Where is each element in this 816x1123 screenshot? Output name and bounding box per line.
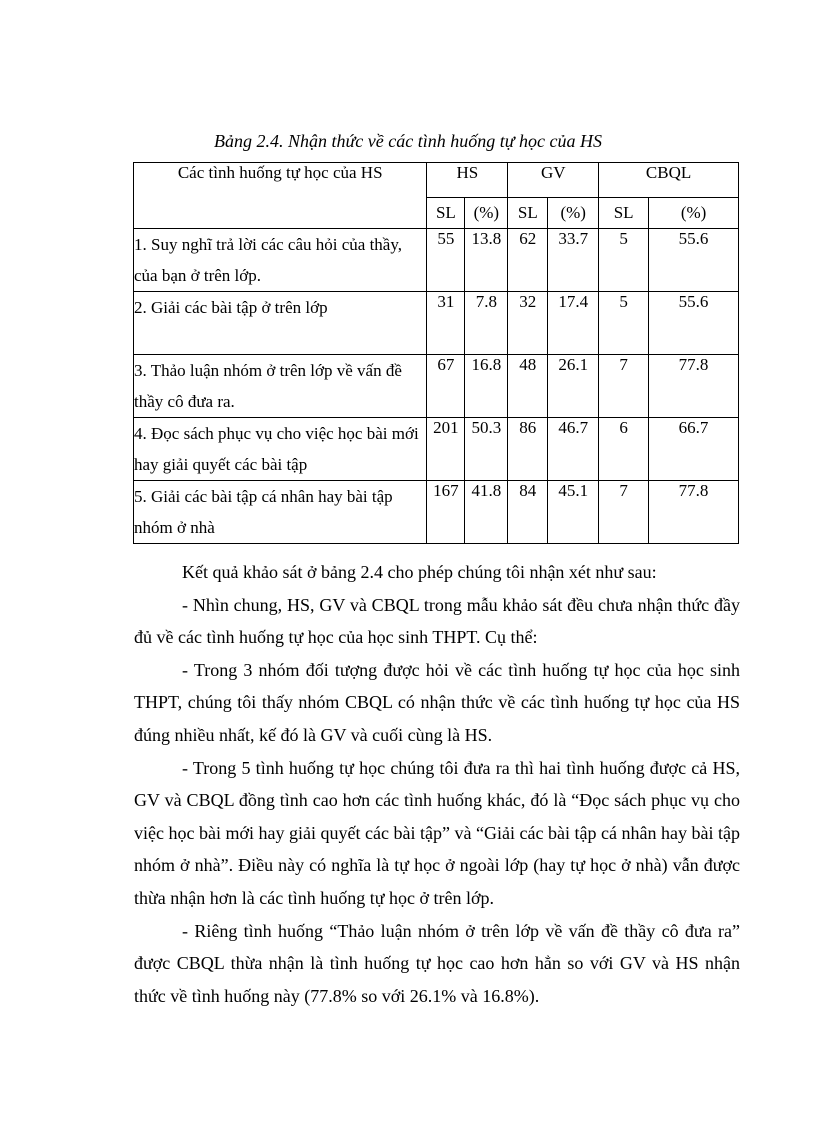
table-caption: Bảng 2.4. Nhận thức về các tình huống tự học của HS bbox=[213, 131, 603, 151]
situation-cell: 4. Đọc sách phục vụ cho việc học bài mới hay giải quyết các bài tập bbox=[134, 418, 427, 481]
hs-pct-cell: 16.8 bbox=[465, 355, 508, 418]
table-row bbox=[134, 355, 739, 418]
hs-pct-cell: 41.8 bbox=[465, 481, 508, 544]
gv-pct-cell: 26.1 bbox=[548, 355, 599, 418]
gv-pct-cell: 45.1 bbox=[548, 481, 599, 544]
paragraph: - Trong 5 tình huống tự học chúng tôi đưa ra thì hai tình huống được cả HS, GV và CBQL đồng tình cao hơn các tình huống khác, đó là “Đọc sách phục vụ cho việc học bài mới hay giải quyết các bài tập” và “Giải các bài tập cá nhân hay bài tập nhóm ở nhà”. Điều này có nghĩa là tự học ở ngoài lớp (hay tự học ở nhà) vẫn được thừa nhận hơn là các tình huống tự học ở trên lớp. bbox=[134, 757, 740, 908]
paragraph: - Nhìn chung, HS, GV và CBQL trong mẫu khảo sát đều chưa nhận thức đầy đủ về các tình huống tự học của học sinh THPT. Cụ thể: bbox=[134, 594, 740, 648]
situation-cell: 3. Thảo luận nhóm ở trên lớp về vấn đề thầy cô đưa ra. bbox=[134, 355, 427, 418]
hs-pct-cell: 50.3 bbox=[465, 418, 508, 481]
gv-sl-cell: 84 bbox=[508, 481, 548, 544]
subheader-sl: SL bbox=[599, 198, 649, 229]
cbql-sl-cell: 7 bbox=[599, 355, 649, 418]
body-text bbox=[134, 556, 740, 1012]
cbql-pct-cell: 55.6 bbox=[649, 229, 739, 292]
survey-table bbox=[133, 162, 739, 544]
hs-sl-cell: 167 bbox=[427, 481, 465, 544]
cbql-pct-cell: 66.7 bbox=[649, 418, 739, 481]
table-row bbox=[134, 418, 739, 481]
header-hs: HS bbox=[427, 163, 508, 198]
cbql-sl-cell: 5 bbox=[599, 292, 649, 355]
table-row bbox=[134, 229, 739, 292]
cbql-pct-cell: 77.8 bbox=[649, 481, 739, 544]
subheader-pct: (%) bbox=[548, 198, 599, 229]
situation-cell: 5. Giải các bài tập cá nhân hay bài tập nhóm ở nhà bbox=[134, 481, 427, 544]
gv-pct-cell: 46.7 bbox=[548, 418, 599, 481]
table-row bbox=[134, 481, 739, 544]
header-cbql: CBQL bbox=[599, 163, 739, 198]
cbql-sl-cell: 5 bbox=[599, 229, 649, 292]
cbql-pct-cell: 55.6 bbox=[649, 292, 739, 355]
gv-sl-cell: 62 bbox=[508, 229, 548, 292]
hs-sl-cell: 55 bbox=[427, 229, 465, 292]
subheader-pct: (%) bbox=[465, 198, 508, 229]
cbql-pct-cell: 77.8 bbox=[649, 355, 739, 418]
paragraph: - Trong 3 nhóm đối tượng được hỏi về các tình huống tự học của học sinh THPT, chúng tôi thấy nhóm CBQL có nhận thức về các tình huống tự học của HS đúng nhiều nhất, kế đó là GV và cuối cùng là HS. bbox=[134, 659, 740, 745]
situation-cell: 1. Suy nghĩ trả lời các câu hỏi của thầy, của bạn ở trên lớp. bbox=[134, 229, 427, 292]
paragraph: - Riêng tình huống “Thảo luận nhóm ở trên lớp về vấn đề thầy cô đưa ra” được CBQL thừa nhận là tình huống tự học cao hơn hẳn so với GV và HS nhận thức về tình huống này (77.8% so với 26.1% và 16.8%). bbox=[134, 920, 740, 1006]
subheader-sl: SL bbox=[508, 198, 548, 229]
cbql-sl-cell: 7 bbox=[599, 481, 649, 544]
gv-sl-cell: 86 bbox=[508, 418, 548, 481]
header-gv: GV bbox=[508, 163, 599, 198]
header-situation: Các tình huống tự học của HS bbox=[134, 163, 427, 229]
gv-pct-cell: 17.4 bbox=[548, 292, 599, 355]
paragraph: Kết quả khảo sát ở bảng 2.4 cho phép chúng tôi nhận xét như sau: bbox=[182, 562, 657, 582]
table-row bbox=[134, 292, 739, 355]
hs-sl-cell: 201 bbox=[427, 418, 465, 481]
gv-sl-cell: 48 bbox=[508, 355, 548, 418]
situation-cell: 2. Giải các bài tập ở trên lớp bbox=[134, 292, 427, 355]
subheader-sl: SL bbox=[427, 198, 465, 229]
subheader-pct: (%) bbox=[649, 198, 739, 229]
hs-pct-cell: 13.8 bbox=[465, 229, 508, 292]
gv-pct-cell: 33.7 bbox=[548, 229, 599, 292]
hs-sl-cell: 31 bbox=[427, 292, 465, 355]
hs-pct-cell: 7.8 bbox=[465, 292, 508, 355]
gv-sl-cell: 32 bbox=[508, 292, 548, 355]
hs-sl-cell: 67 bbox=[427, 355, 465, 418]
cbql-sl-cell: 6 bbox=[599, 418, 649, 481]
